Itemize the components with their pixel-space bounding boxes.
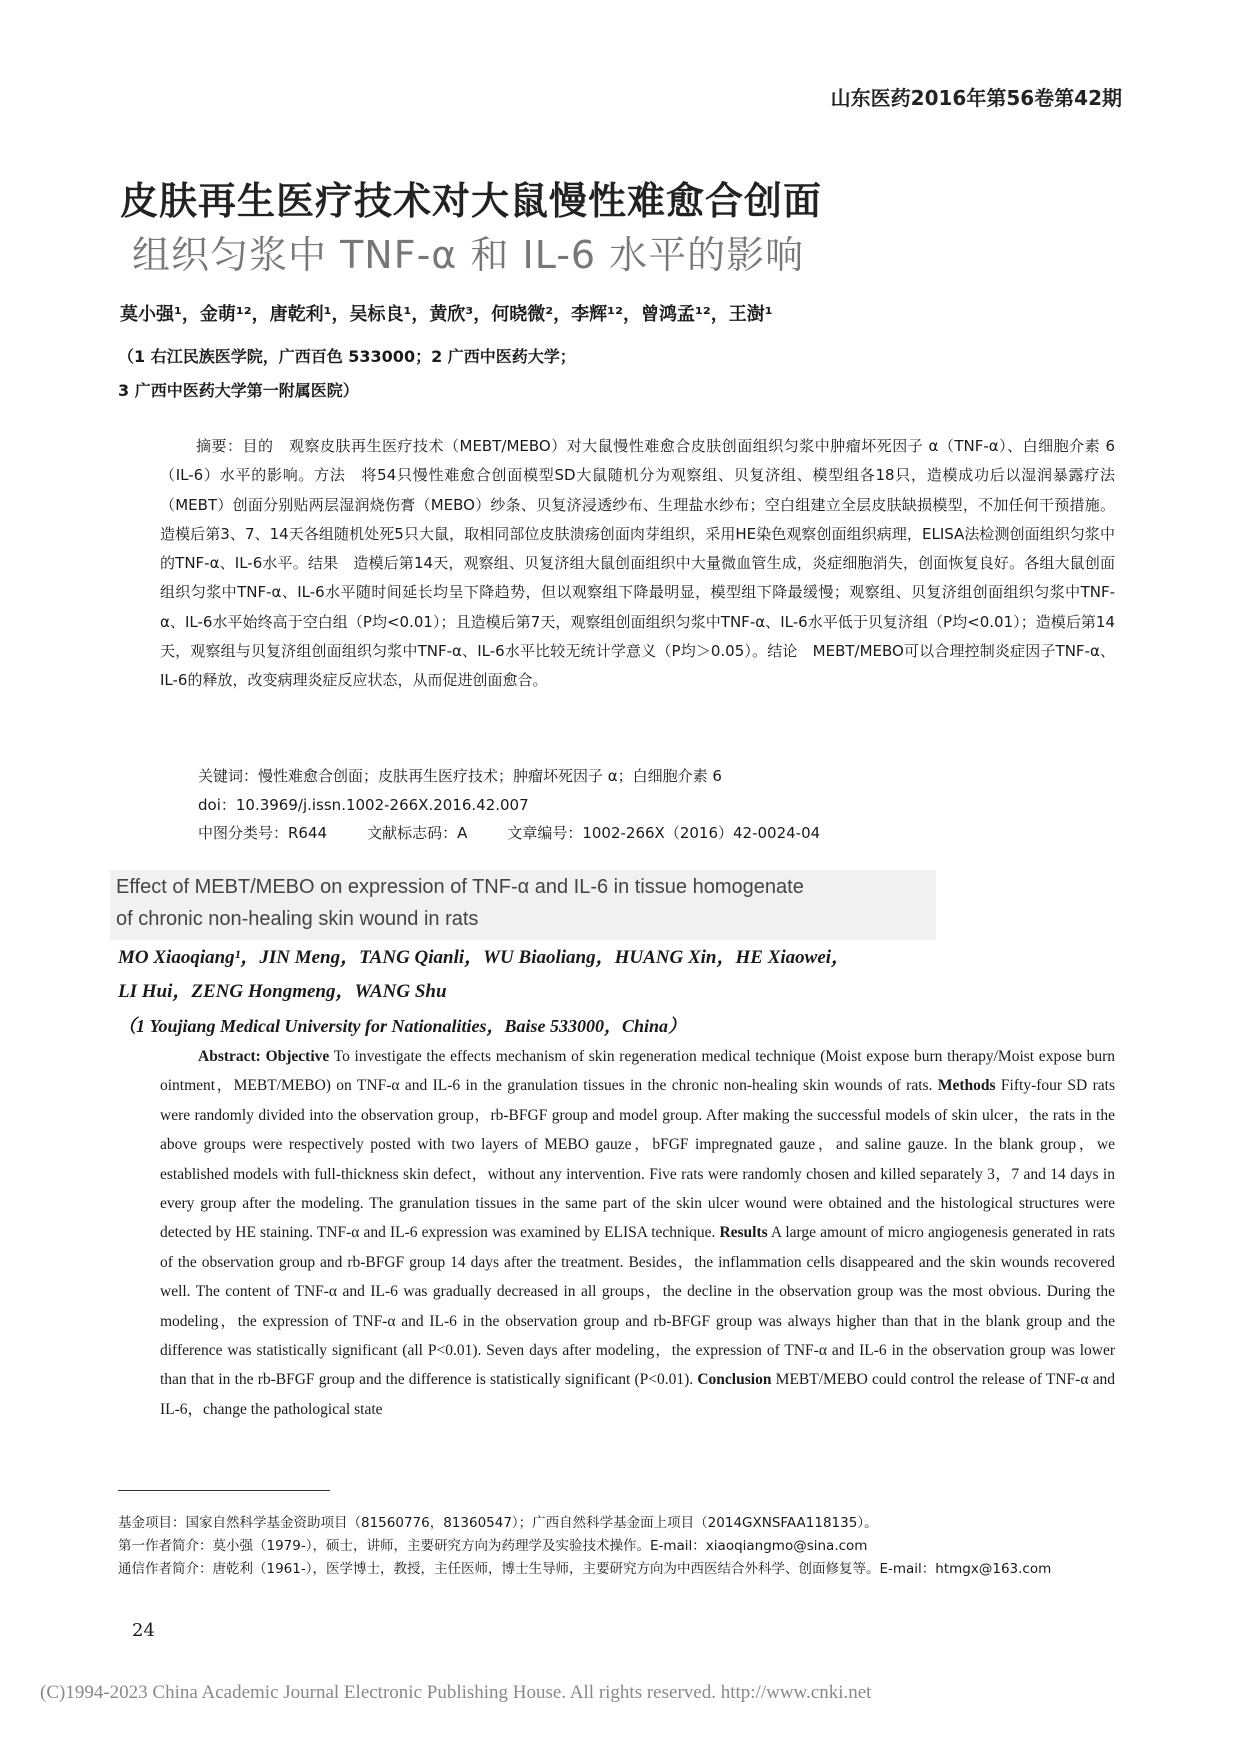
objective-label: Objective <box>265 1048 330 1065</box>
chinese-title-line-2: 组织匀浆中 TNF-α 和 IL-6 水平的影响 <box>132 233 805 277</box>
chinese-affiliation-line-1: （1 右江民族医学院，广西百色 533000；2 广西中医药大学； <box>118 347 576 366</box>
results-label: Results <box>719 1224 768 1242</box>
methods-text: Fifty-four SD rats were randomly divided into the observation group，rb-BFGF group and model group. After making the successful models of skin ulcer，the rats in the above groups were respectively posted with two layers of MEBO gauze，bFGF impregnated gauze，and saline gauze. In the blank group，we established models with full-thickness skin defect，without any intervention. Five rats were randomly chosen and killed separately 3，7 and 14 days in every group after the modeling. The granulation tissues in the same part of the skin ulcer wound were obtained and the histological structures were detected by HE staining. TNF-α and IL-6 expression was examined by ELISA technique. <box>160 1077 1116 1242</box>
conclusion-label: Conclusion <box>697 1371 772 1389</box>
footnote-divider <box>118 1490 330 1491</box>
objective-text: To investigate the effects mechanism of skin regeneration medical technique (Moist expose burn therapy/Moist expose burn ointment，MEBT/MEBO) on TNF-α and IL-6 in the granulation tissues in the chronic non-healing skin wounds of rats. <box>160 1048 1115 1095</box>
footnote-first-author: 第一作者简介：莫小强（1979-），硕士，讲师，主要研究方向为药理学及实验技术操作。E-mail：xiaoqiangmo@sina.com <box>118 1538 868 1554</box>
results-text: A large amount of micro angiogenesis generated in rats of the observation group and rb-BFGF group 14 days after the treatment. Besides，the inflammation cells disappeared and the skin wounds recovered well. The content of TNF-α and IL-6 was gradually decreased in all groups，the decline in the observation group was the most obvious. During the modeling，the expression of TNF-α and IL-6 in the observation group and rb-BFGF group was always higher than that in the blank group and the difference was statistically significant (all P<0.01). Seven days after modeling，the expression of TNF-α and IL-6 in the observation group was lower than that in the rb-BFGF group and the difference is statistically significant (P<0.01). <box>160 1224 1115 1389</box>
abstract-label: Abstract: <box>198 1048 261 1065</box>
copyright-footer: (C)1994-2023 China Academic Journal Electronic Publishing House. All rights reserved. http://www.cnki.net <box>40 1682 872 1703</box>
english-affiliation: （1 Youjiang Medical University for Nationalities，Baise 533000，China） <box>118 1016 687 1036</box>
running-head: 山东医药2016年第56卷第42期 <box>830 86 1122 110</box>
methods-label: Methods <box>937 1077 996 1095</box>
english-abstract <box>160 1042 1115 1424</box>
clc-number: 中图分类号：R644 <box>198 824 328 842</box>
article-number: 文章编号：1002-266X（2016）42-0024-04 <box>507 824 821 842</box>
english-authors-line-1: MO Xiaoqiang¹，JIN Meng，TANG Qianli，WU Biaoliang，HUANG Xin，HE Xiaowei， <box>118 947 851 968</box>
chinese-title-line-1: 皮肤再生医疗技术对大鼠慢性难愈合创面 <box>120 179 823 223</box>
english-title-line-2: of chronic non-healing skin wound in rats <box>116 908 479 930</box>
chinese-affiliation-line-2: 3 广西中医药大学第一附属医院） <box>118 381 359 400</box>
english-title-line-1: Effect of MEBT/MEBO on expression of TNF-α and IL-6 in tissue homogenate <box>116 876 804 898</box>
page-number: 24 <box>132 1620 155 1641</box>
chinese-authors: 莫小强¹，金萌¹²，唐乾利¹，吴标良¹，黄欣³，何晓微²，李辉¹²，曾鸿孟¹²，王澍¹ <box>120 304 773 325</box>
chinese-keywords: 关键词：慢性难愈合创面；皮肤再生医疗技术；肿瘤坏死因子 α；白细胞介素 6 <box>198 767 722 785</box>
doi: doi：10.3969/j.issn.1002-266X.2016.42.007 <box>198 796 529 814</box>
chinese-abstract: 摘要：目的 观察皮肤再生医疗技术（MEBT/MEBO）对大鼠慢性难愈合皮肤创面组织匀浆中肿瘤坏死因子 α（TNF-α）、白细胞介素 6（IL-6）水平的影响。方法 将54只慢性难愈合创面模型SD大鼠随机分为观察组、贝复济组、模型组各18只，造模成功后以湿润暴露疗法（MEBT）创面分别贴两层湿润烧伤膏（MEBO）纱条、贝复济浸透纱布、生理盐水纱布；空白组建立全层皮肤缺损模型，不加任何干预措施。造模后第3、7、14天各组随机处死5只大鼠，取相同部位皮肤溃疡创面肉芽组织，采用HE染色观察创面组织病理，ELISA法检测创面组织匀浆中的TNF-α、IL-6水平。结果 造模后第14天，观察组、贝复济组大鼠创面组织中大量微血管生成，炎症细胞消失，创面恢复良好。各组大鼠创面组织匀浆中TNF-α、IL-6水平随时间延长均呈下降趋势，但以观察组下降最明显，模型组下降最缓慢；观察组、贝复济组创面组织匀浆中TNF-α、IL-6水平始终高于空白组（P均<0.01）；且造模后第7天，观察组创面组织匀浆中TNF-α、IL-6水平低于贝复济组（P均<0.01）；造模后第14天，观察组与贝复济组创面组织匀浆中TNF-α、IL-6水平比较无统计学意义（P均＞0.05）。结论 MEBT/MEBO可以合理控制炎症因子TNF-α、IL-6的释放，改变病理炎症反应状态，从而促进创面愈合。 <box>160 437 1115 690</box>
footnote-fund: 基金项目：国家自然科学基金资助项目（81560776，81360547）；广西自然科学基金面上项目（2014GXNSFAA118135）。 <box>118 1515 878 1531</box>
english-authors-line-2: LI Hui，ZENG Hongmeng，WANG Shu <box>118 981 447 1002</box>
classification-line <box>198 822 820 843</box>
document-code: 文献标志码：A <box>367 824 468 842</box>
footnote-corresponding-author: 通信作者简介：唐乾利（1961-），医学博士，教授，主任医师，博士生导师，主要研究方向为中西医结合外科学、创面修复等。E-mail：htmgx@163.com <box>118 1561 1052 1577</box>
conclusion-text: MEBT/MEBO could control the release of TNF-α and IL-6，change the pathological state <box>160 1371 1116 1418</box>
